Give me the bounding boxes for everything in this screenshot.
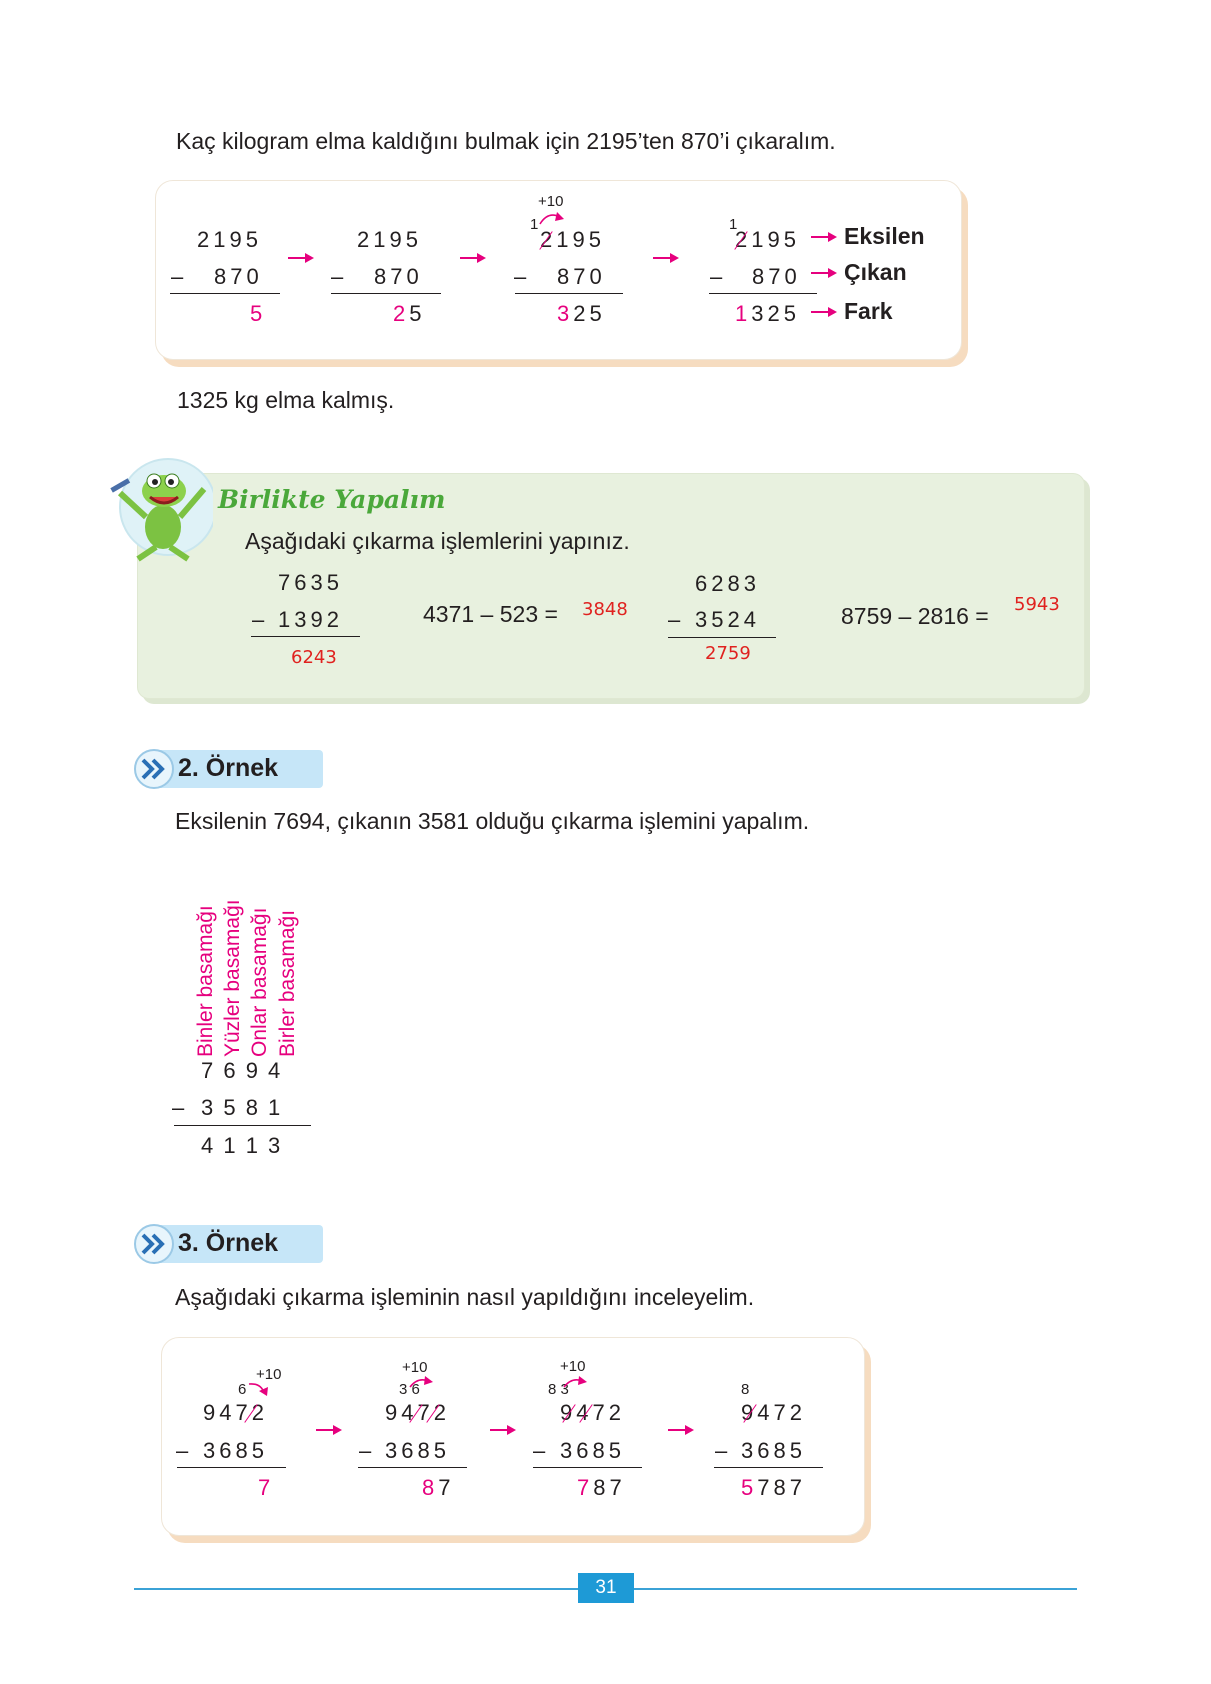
o3-s3-top: 9472: [560, 1400, 625, 1425]
ornek3-text: Aşağıdaki çıkarma işleminin nasıl yapıldığını inceleyelim.: [175, 1284, 755, 1310]
arrow-icon: [490, 1425, 516, 1435]
o3-s4-bottom: 3685: [741, 1438, 806, 1463]
o3-s2-bottom: 3685: [385, 1438, 450, 1463]
ornek3-title: 3. Örnek: [178, 1229, 279, 1257]
curved-arrow-icon: [247, 1381, 271, 1397]
ex1-step3-top: 2195: [540, 227, 605, 252]
double-chevron-icon: [133, 748, 175, 790]
o3-s3-result: 787: [577, 1475, 626, 1500]
label-cikan: Çıkan: [844, 259, 907, 285]
ex1-step2-top: 2195: [357, 227, 422, 252]
o3-s2-notes: 3 6: [399, 1381, 420, 1398]
o3-s1-notes: 6: [238, 1381, 247, 1398]
label-eksilen: Eksilen: [844, 223, 925, 249]
arrow-icon: [811, 268, 837, 278]
ornek2-minus: –: [172, 1095, 189, 1120]
label-binler: Binler basamağı: [194, 905, 217, 1057]
ex1-step3-borrow: 1: [530, 216, 539, 233]
result-text: 1325 kg elma kalmış.: [177, 387, 395, 413]
ornek2-title: 2. Örnek: [178, 754, 279, 782]
curved-arrow-icon: [562, 1375, 588, 1389]
ex1-step1-top: 2195: [197, 227, 262, 252]
o3-s2-result: 87: [422, 1475, 455, 1500]
ex1-step4-result: 1325: [735, 301, 800, 326]
arrow-icon: [288, 253, 314, 263]
p1-minus: –: [252, 607, 269, 632]
ornek2-top: 7 6 9 4: [201, 1058, 283, 1083]
ex1-step3-bottom: 870: [557, 264, 606, 289]
arrow-icon: [460, 253, 486, 263]
curved-arrow-icon: [408, 1375, 434, 1389]
o3-s4-top: 9472: [741, 1400, 806, 1425]
ex1-step1-result: 5: [250, 301, 267, 326]
p3-bottom: 3524: [695, 607, 760, 632]
o3-s4-minus: –: [715, 1438, 732, 1463]
label-onlar: Onlar basamağı: [248, 907, 271, 1057]
frog-mascot-icon: [108, 455, 213, 565]
o3-s3-bottom: 3685: [560, 1438, 625, 1463]
o3-s4-result: 5787: [741, 1475, 806, 1500]
ex1-step2-bottom: 870: [374, 264, 423, 289]
o3-s2-minus: –: [359, 1438, 376, 1463]
o3-s1-top: 9472: [203, 1400, 268, 1425]
p3-answer: 2759: [705, 643, 751, 664]
intro-text: Kaç kilogram elma kaldığını bulmak için 2195’ten 870’i çıkaralım.: [176, 128, 836, 154]
ex1-step2-result: 25: [393, 301, 426, 326]
arrow-icon: [811, 232, 837, 242]
ex1-step1-minus: –: [171, 264, 188, 289]
ex1-step4-top: 2195: [735, 227, 800, 252]
o3-s2-top: 9472: [385, 1400, 450, 1425]
label-yuzler: Yüzler basamağı: [221, 899, 244, 1057]
o3-s2-plus10: +10: [402, 1359, 428, 1376]
p2-text: 4371 – 523 =: [423, 601, 558, 627]
o3-s3-minus: –: [533, 1438, 550, 1463]
o3-s4-notes: 8: [741, 1381, 750, 1398]
arrow-icon: [668, 1425, 694, 1435]
ex1-step2-minus: –: [331, 264, 348, 289]
p1-top: 7635: [278, 570, 343, 595]
p3-minus: –: [668, 607, 685, 632]
double-chevron-icon: [133, 1223, 175, 1265]
ex1-step3-minus: –: [514, 264, 531, 289]
ex1-step4-minus: –: [710, 264, 727, 289]
arrow-icon: [811, 307, 837, 317]
ornek2-bottom: 3 5 8 1: [201, 1095, 283, 1120]
p1-bottom: 1392: [278, 607, 343, 632]
birlikte-title: Birlikte Yapalım: [218, 485, 446, 514]
o3-s3-notes: 8 3: [548, 1381, 569, 1398]
label-fark: Fark: [844, 298, 893, 324]
birlikte-instruction: Aşağıdaki çıkarma işlemlerini yapınız.: [245, 528, 630, 554]
o3-s3-plus10: +10: [560, 1358, 586, 1375]
arrow-icon: [653, 253, 679, 263]
curved-arrow-icon: [538, 209, 568, 227]
o3-s1-result: 7: [258, 1475, 275, 1500]
ex1-step4-bottom: 870: [752, 264, 801, 289]
arrow-icon: [316, 1425, 342, 1435]
ex1-step3-plus10: +10: [538, 193, 564, 210]
ornek2-text: Eksilenin 7694, çıkanın 3581 olduğu çıkarma işlemini yapalım.: [175, 808, 810, 834]
p2-answer: 3848: [582, 599, 628, 620]
p3-top: 6283: [695, 571, 760, 596]
p4-answer: 5943: [1014, 594, 1060, 615]
p4-text: 8759 – 2816 =: [841, 603, 989, 629]
ex1-step4-borrow: 1: [729, 216, 738, 233]
label-birler: Birler basamağı: [276, 909, 299, 1057]
o3-s1-plus10: +10: [256, 1366, 282, 1383]
ornek2-result: 4 1 1 3: [201, 1133, 283, 1158]
o3-s1-minus: –: [176, 1438, 193, 1463]
ex1-step1-bottom: 870: [214, 264, 263, 289]
o3-s1-bottom: 3685: [203, 1438, 268, 1463]
ex1-step3-result: 325: [557, 301, 606, 326]
p1-answer: 6243: [291, 647, 337, 668]
page-number: 31: [578, 1573, 634, 1603]
